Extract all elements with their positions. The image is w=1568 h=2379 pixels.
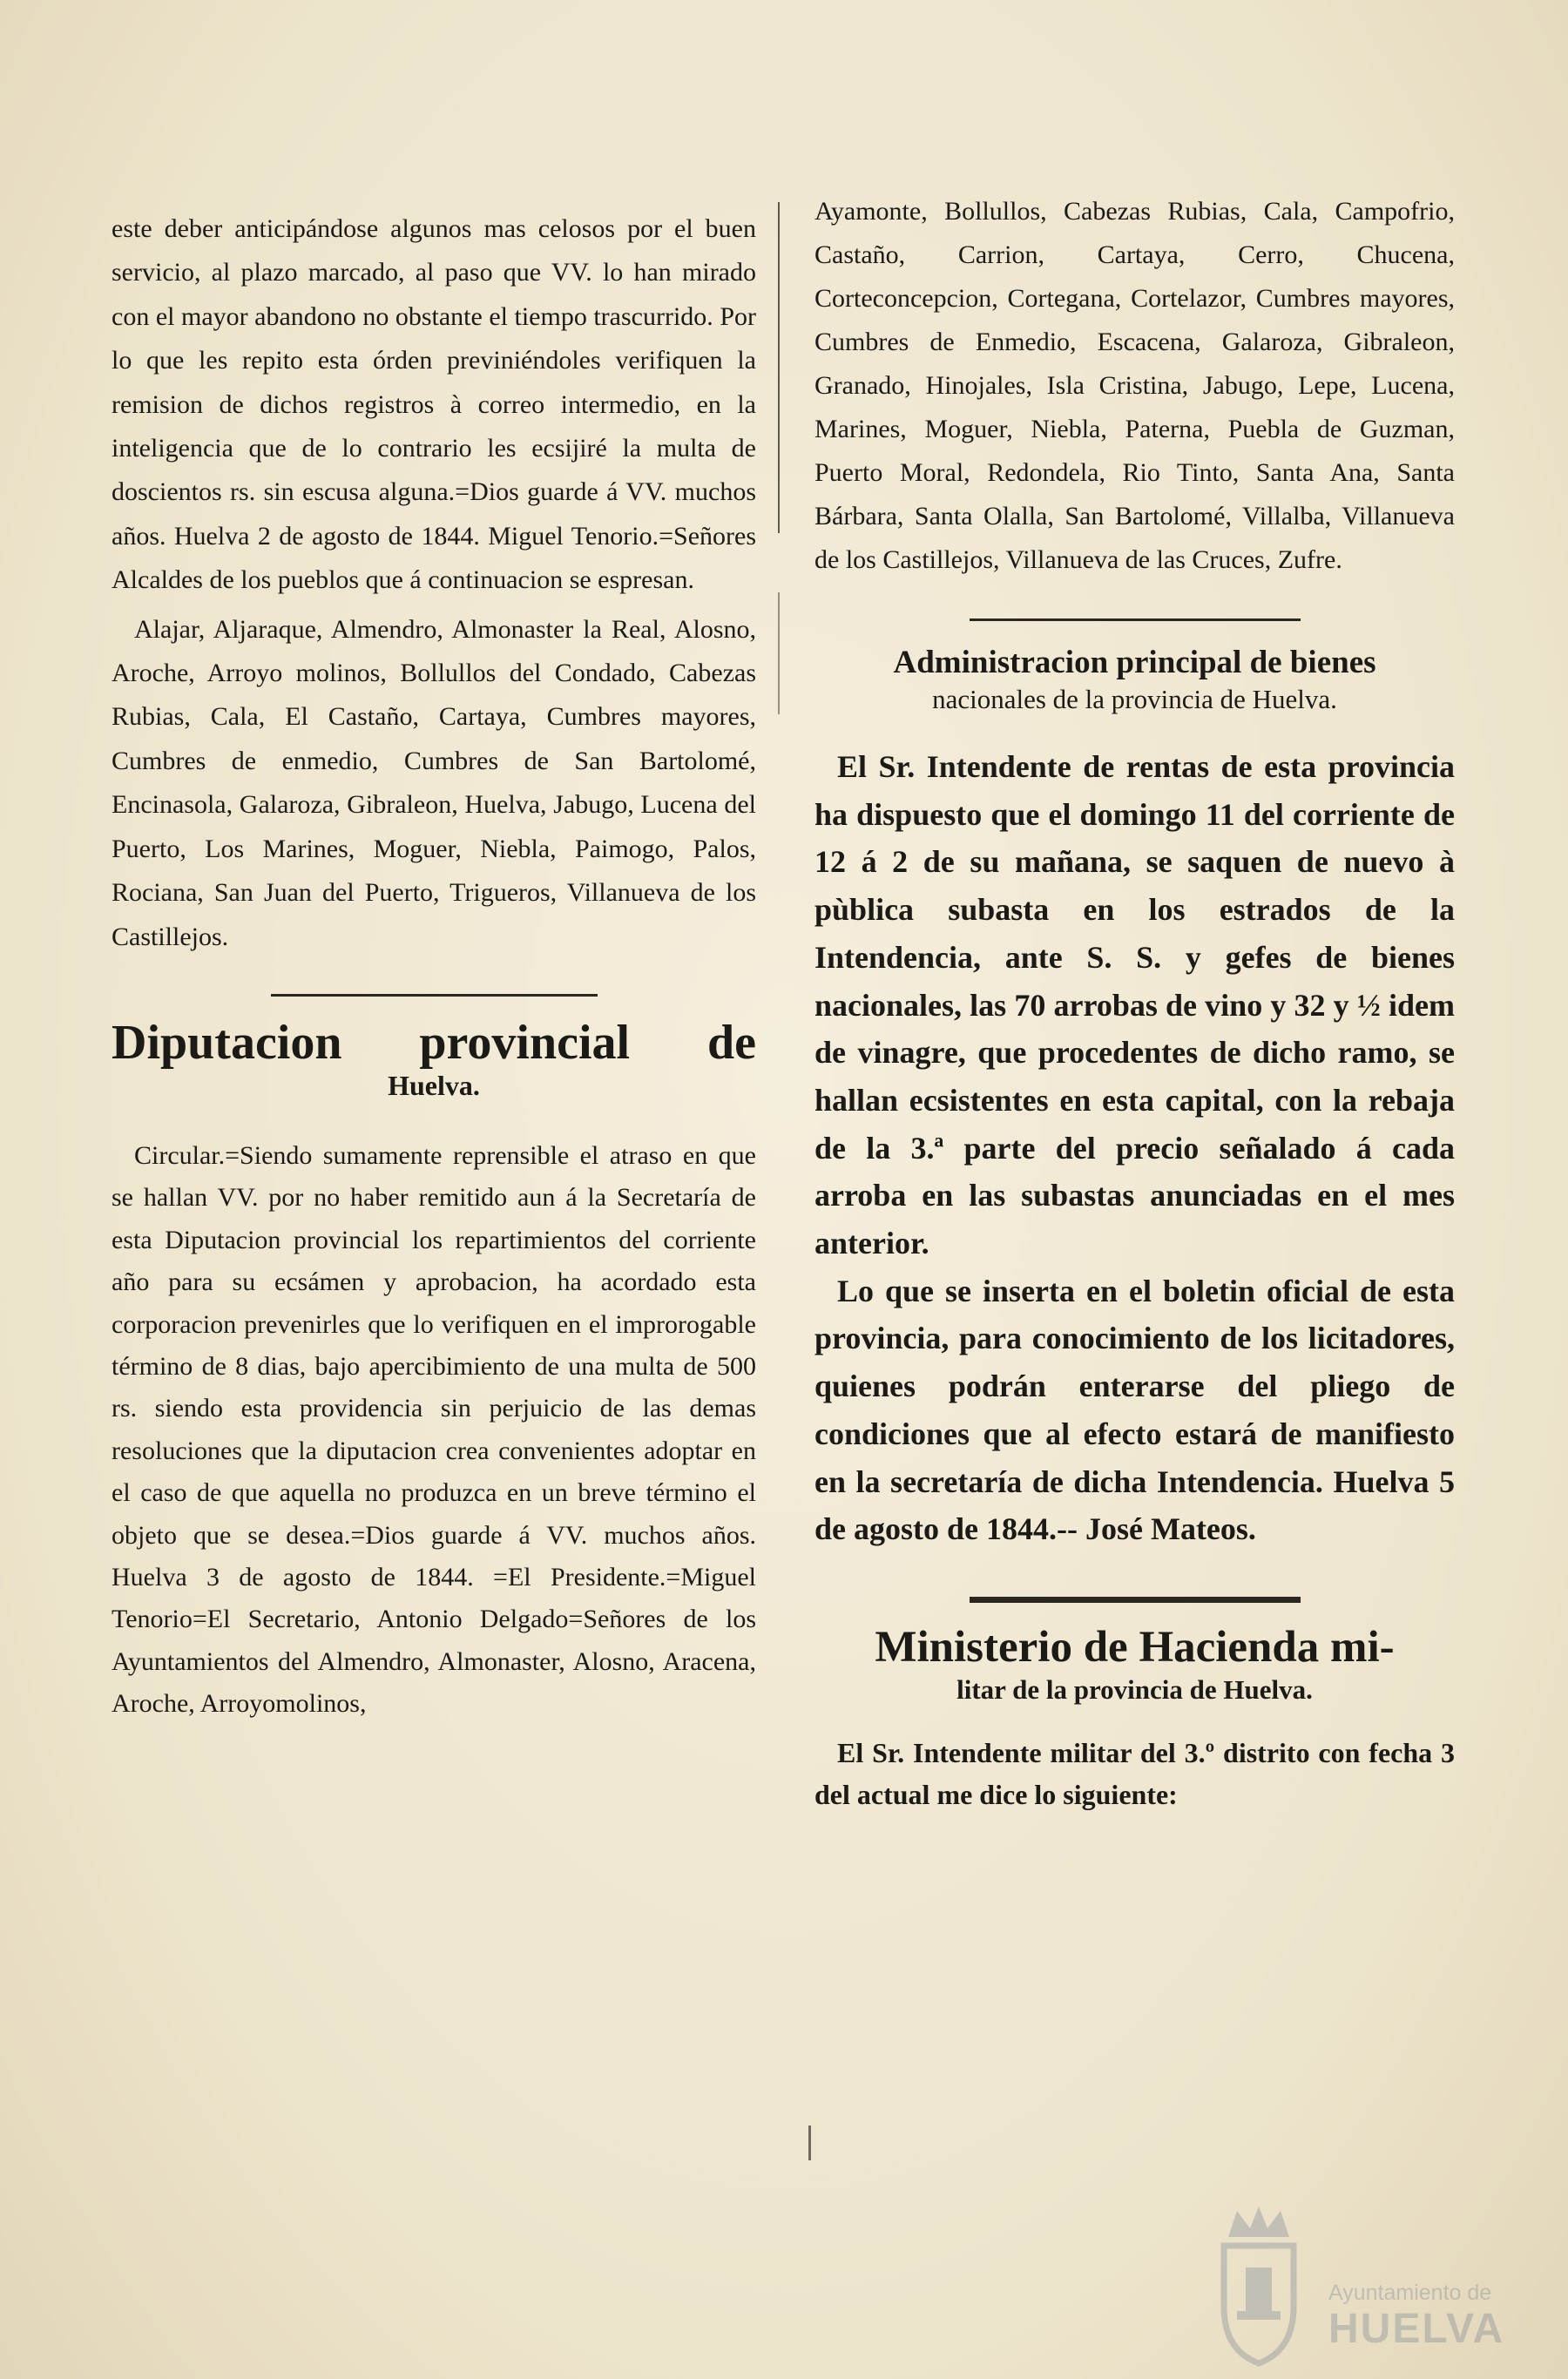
subasta-notice-continued: Lo que se inserta en el boletin oficial de esta provincia, para conocimiento de los licitadores, quienes podrán enterarse del pliego de condiciones que al efecto estará de manifiesto en la secretaría de dicha Intendencia. Huelva 5 de agosto de 1844.-- José Mateos. <box>814 1273 1455 1547</box>
column-divider <box>778 202 780 533</box>
ministerio-notice: El Sr. Intendente militar del 3.º distrito con fecha 3 del actual me dice lo siguiente: <box>814 1736 1455 1810</box>
circular-text: Circular.=Siendo sumamente reprensible el atraso en que se hallan VV. por no haber remitido aun á la Secretaría de esta Diputacion provincial los repartimientos del corriente año para su ecsámen y aprobacion, ha acordado esta corporacion prevenirles que lo verifiquen en el improrogable término de 8 dias, bajo apercibimiento de una multa de 500 rs. siendo esta providencia sin perjuicio de las demas resoluciones que la diputacion crea convenientes adoptar en el caso de que aquella no produzca en un breve término el objeto que se desea.=Dios guarde á VV. muchos años. Huelva 3 de agosto de 1844. =El Presidente.=Miguel Tenorio=El Secretario, Antonio Delgado=Señores de los Ayuntamientos del Almendro, Almonaster, Alosno, Aracena, Aroche, Arroyomolinos, <box>112 1140 756 1719</box>
ministerio-heading-block <box>814 1622 1455 1707</box>
diputacion-heading-block <box>112 1016 756 1102</box>
section-subheading: litar de la provincia de Huelva. <box>956 1673 1313 1705</box>
watermark-label: Ayuntamiento de <box>1328 2281 1492 2305</box>
circular-text-continued: este deber anticipándose algunos mas celosos por el buen servicio, al plazo marcado, al paso que VV. lo han mirado con el mayor abandono no obstante el tiempo trascurrido. Por lo que les repito esta órden previniéndoles verifiquen la remision de dichos registros à correo intermedio, en la inteligencia que de lo contrario les ecsijiré la multa de doscientos rs. sin escusa alguna.=Dios guarde á VV. muchos años. Huelva 2 de agosto de 1844. Miguel Tenorio.=Señores Alcaldes de los pueblos que á continuacion se espresan. <box>112 214 756 595</box>
right-column <box>814 190 1455 1815</box>
section-heading: Administracion principal de bienes <box>893 645 1376 680</box>
section-heading: Ministerio de Hacienda mi- <box>875 1622 1395 1672</box>
section-subheading: Huelva. <box>388 1069 480 1101</box>
column-divider <box>778 592 780 714</box>
section-heading: Diputacion provincial de <box>112 1015 756 1070</box>
town-list: Alajar, Aljaraque, Almendro, Almonaster la Real, Alosno, Aroche, Arroyo molinos, Bollullos del Condado, Cabezas Rubias, Cala, El Castaño, Cartaya, Cumbres mayores, Cumbres de enmedio, Cumbres de San Bartolomé, Encinasola, Galaroza, Gibraleon, Huelva, Jabugo, Lucena del Puerto, Los Marines, Moguer, Niebla, Paimogo, Palos, Rociana, San Juan del Puerto, Trigueros, Villanueva de los Castillejos. <box>112 614 756 951</box>
administracion-heading-block <box>814 644 1455 717</box>
left-column <box>112 207 756 1726</box>
coat-of-arms-icon <box>1206 2202 1311 2368</box>
section-subheading: nacionales de la provincia de Huelva. <box>932 684 1337 714</box>
section-rule <box>970 618 1301 621</box>
watermark-title: HUELVA <box>1328 2306 1505 2352</box>
town-list-continued: Ayamonte, Bollullos, Cabezas Rubias, Cala, Campofrio, Castaño, Carrion, Cartaya, Cerro, Chucena, Corteconcepcion, Cortegana, Cortelazor, Cumbres mayores, Cumbres de Enmedio, Escacena, Galaroza, Gibraleon, Granado, Hinojales, Isla Cristina, Jabugo, Lepe, Lucena, Marines, Moguer, Niebla, Paterna, Puebla de Guzman, Puerto Moral, Redondela, Rio Tinto, Santa Ana, Santa Bárbara, Santa Olalla, San Bartolomé, Villalba, Villanueva de los Castillejos, Villanueva de las Cruces, Zufre. <box>814 197 1455 574</box>
section-rule-thick <box>970 1597 1301 1603</box>
column-divider <box>808 2126 811 2160</box>
subasta-notice: El Sr. Intendente de rentas de esta provincia ha dispuesto que el domingo 11 del corriente de 12 á 2 de su mañana, se saquen de nuevo à pùblica subasta en los estrados de la Intendencia, ante S. S. y gefes de bienes nacionales, las 70 arrobas de vino y 32 y ½ idem de vinagre, que procedentes de dicho ramo, se hallan ecsistentes en esta capital, con la rebaja de la 3.ª parte del precio señalado á cada arroba en las subastas anunciadas en el mes anterior. <box>814 749 1455 1261</box>
section-rule <box>271 994 598 997</box>
ayuntamiento-watermark <box>1206 2202 1503 2368</box>
